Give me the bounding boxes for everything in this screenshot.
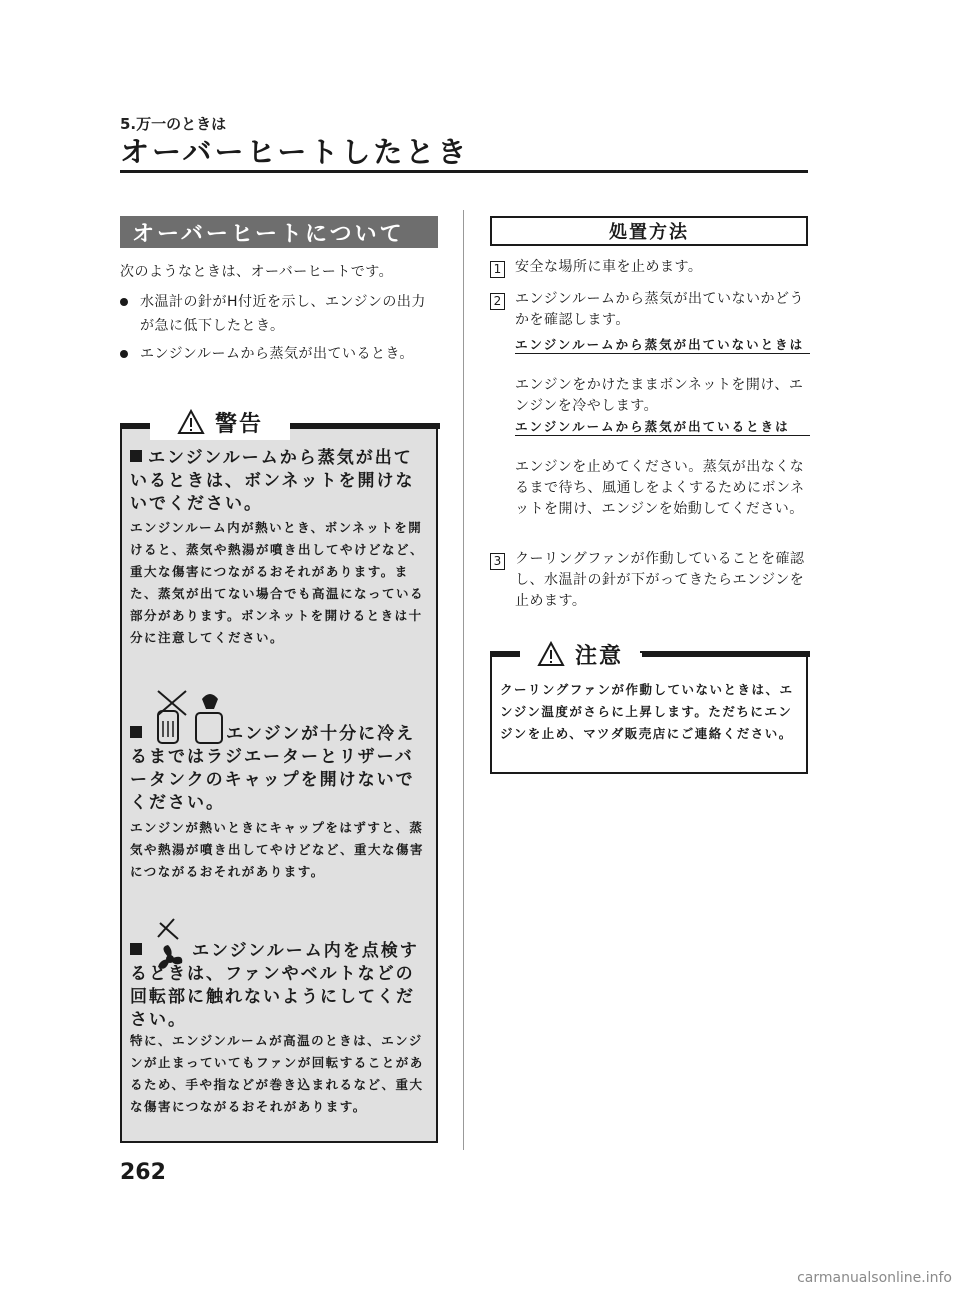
box-top-border bbox=[642, 651, 810, 657]
column-divider bbox=[463, 210, 464, 1150]
bullet-text: 水温計の針がH付近を示し、エンジンの出力が急に低下したとき。 bbox=[140, 294, 426, 334]
step-text: クーリングファンが作動していることを確認し、水温計の針が下がってきたらエンジンを止めます。 bbox=[515, 551, 805, 609]
sub-text-steam: エンジンを止めてください。蒸気が出なくなるまで待ち、風通しをよくするためにボンネットを開け、エンジンを始動してください。 bbox=[515, 459, 805, 517]
section-heading-procedure: 処置方法 bbox=[490, 216, 808, 246]
caution-text: クーリングファンが作動していないときは、エンジン温度がさらに上昇します。ただちにエンジンを止め、マツダ販売店にご連絡ください。 bbox=[500, 682, 794, 741]
warning-title bbox=[150, 404, 290, 440]
square-bullet-icon bbox=[130, 726, 142, 738]
bullet-dot-icon bbox=[120, 350, 128, 358]
warning-title-text: 警告 bbox=[214, 411, 263, 437]
square-bullet-icon bbox=[130, 450, 142, 462]
header-rule bbox=[120, 170, 808, 173]
bullet-text: エンジンルームから蒸気が出ているとき。 bbox=[140, 346, 414, 362]
chapter-label: 5.万一のときは bbox=[120, 115, 227, 133]
section-heading-overheat: オーバーヒートについて bbox=[120, 216, 438, 248]
warning-item-body: 特に、エンジンルームが高温のときは、エンジンが止まっていてもファンが回転することがあるため、手や指などが巻き込まれるなど、重大な傷害につながるおそれがあります。 bbox=[130, 1033, 424, 1114]
warning-item-body: エンジンが熱いときにキャップをはずすと、蒸気や熱湯が噴き出してやけどなど、重大な傷害につながるおそれがあります。 bbox=[130, 820, 425, 879]
intro-text: 次のようなときは、オーバーヒートです。 bbox=[120, 264, 394, 280]
square-bullet-icon bbox=[130, 943, 142, 955]
warning-triangle-icon bbox=[177, 409, 205, 435]
step-text: エンジンルームから蒸気が出ていないかどうかを確認します。 bbox=[515, 291, 804, 328]
watermark: carmanualsonline.info bbox=[797, 1270, 952, 1286]
warning-item-heading: エンジンが十分に冷えるまではラジエーターとリザーバータンクのキャップを開けないでください。 bbox=[130, 724, 416, 813]
bullet-item bbox=[120, 342, 440, 366]
page-title: オーバーヒートしたとき bbox=[120, 135, 470, 169]
warning-item-heading: エンジンルームから蒸気が出ているときは、ボンネットを開けないでください。 bbox=[130, 448, 415, 514]
bullet-item bbox=[120, 290, 440, 338]
caution-title-text: 注意 bbox=[574, 643, 623, 669]
bullet-dot-icon bbox=[120, 298, 128, 306]
step-text: 安全な場所に車を止めます。 bbox=[515, 259, 703, 275]
warning-box bbox=[120, 423, 438, 1143]
box-top-border bbox=[120, 423, 152, 429]
warning-item-body: エンジンルーム内が熱いとき、ボンネットを開けると、蒸気や熱湯が噴き出してやけどなど、重大な傷害につながるおそれがあります。また、蒸気が出てない場合でも高温になっている部分があります。ボンネットを開けるときは十分に注意してください。 bbox=[130, 520, 425, 645]
step-number: 3 bbox=[490, 553, 505, 570]
caution-title bbox=[520, 636, 640, 672]
page-number: 262 bbox=[120, 1160, 166, 1185]
caution-triangle-icon bbox=[537, 641, 565, 667]
box-top-border bbox=[290, 423, 440, 429]
subheading-no-steam: エンジンルームから蒸気が出ていないときは bbox=[515, 336, 810, 354]
step-number: 2 bbox=[490, 293, 505, 310]
sub-text-no-steam: エンジンをかけたままボンネットを開け、エンジンを冷やします。 bbox=[515, 377, 804, 414]
subheading-steam: エンジンルームから蒸気が出ているときは bbox=[515, 418, 810, 436]
warning-item-heading: エンジンルーム内を点検するときは、ファンやベルトなどの回転部に触れないようにしてください。 bbox=[130, 941, 419, 1030]
step-number: 1 bbox=[490, 261, 505, 278]
box-top-border bbox=[490, 651, 520, 657]
